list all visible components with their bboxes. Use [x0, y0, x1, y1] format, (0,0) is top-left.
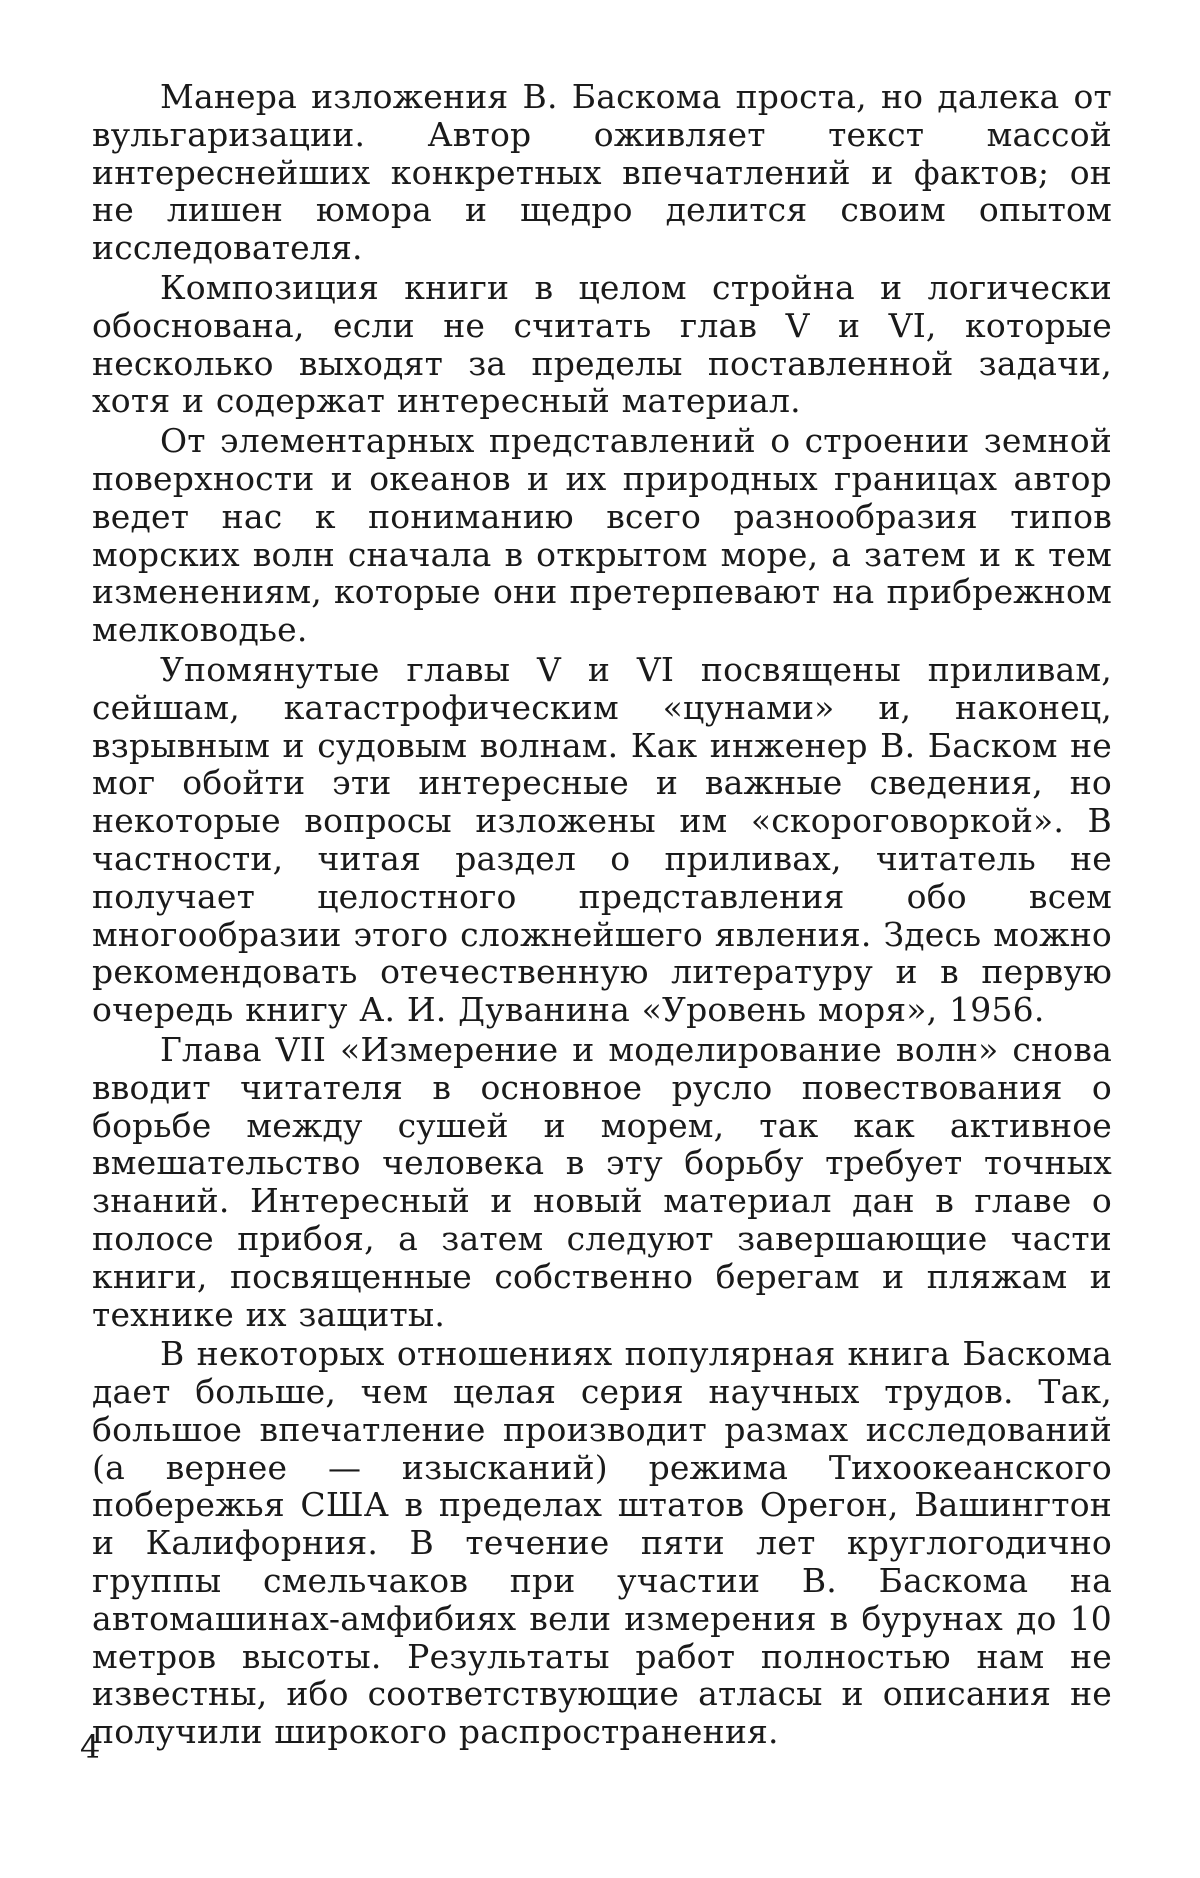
paragraph-1: Манера изложения В. Баскома проста, но далека от вульгаризации. Автор оживляет текст массой интереснейших конкретных впечатлений и фактов; он не лишен юмора и щедро делится своим опытом исследователя.: [92, 77, 1112, 268]
paragraph-2: Композиция книги в целом стройна и логически обоснована, если не считать глав V и VI, которые несколько выходят за пределы поставленной задачи, хотя и содержат интересный материал.: [92, 267, 1112, 421]
paragraph-5: Глава VII «Измерение и моделирование волн» снова вводит читателя в основное русло повествования о борьбе между сушей и морем, так как активное вмешательство человека в эту борьбу требует точных знаний. Интересный и новый материал дан в главе о полосе прибоя, а затем следуют завершающие части книги, посвященные собственно берегам и пляжам и технике их защиты.: [92, 1029, 1112, 1334]
page-number: 4: [80, 1728, 101, 1766]
paragraph-6: В некоторых отношениях популярная книга Баскома дает больше, чем целая серия научных трудов. Так, большое впечатление производит размах исследований (а вернее — изысканий) режима Тихоокеанского побережья США в пределах штатов Орегон, Вашингтон и Калифорния. В течение пяти лет круглогодично группы смельчаков при участии В. Баскома на автомашинах-амфибиях вели измерения в бурунах до 10 метров высоты. Результаты работ полностью нам не известны, ибо соответствующие атласы и описания не получили широкого распространения.: [92, 1334, 1112, 1752]
page-body: [92, 78, 1112, 1753]
paragraph-3: От элементарных представлений о строении земной поверхности и океанов и их природных границах автор ведет нас к пониманию всего разнообразия типов морских волн сначала в открытом море, а затем и к тем изменениям, которые они претерпевают на прибрежном мелководье.: [92, 421, 1112, 650]
paragraph-4: Упомянутые главы V и VI посвящены приливам, сейшам, катастрофическим «цунами» и, наконец, взрывным и судовым волнам. Как инженер В. Баском не мог обойти эти интересные и важные сведения, но некоторые вопросы изложены им «скороговоркой». В частности, читая раздел о приливах, читатель не получает целостного представления обо всем многообразии этого сложнейшего явления. Здесь можно рекомендовать отечественную литературу и в первую очередь книгу А. И. Дуванина «Уровень моря», 1956.: [92, 649, 1112, 1030]
